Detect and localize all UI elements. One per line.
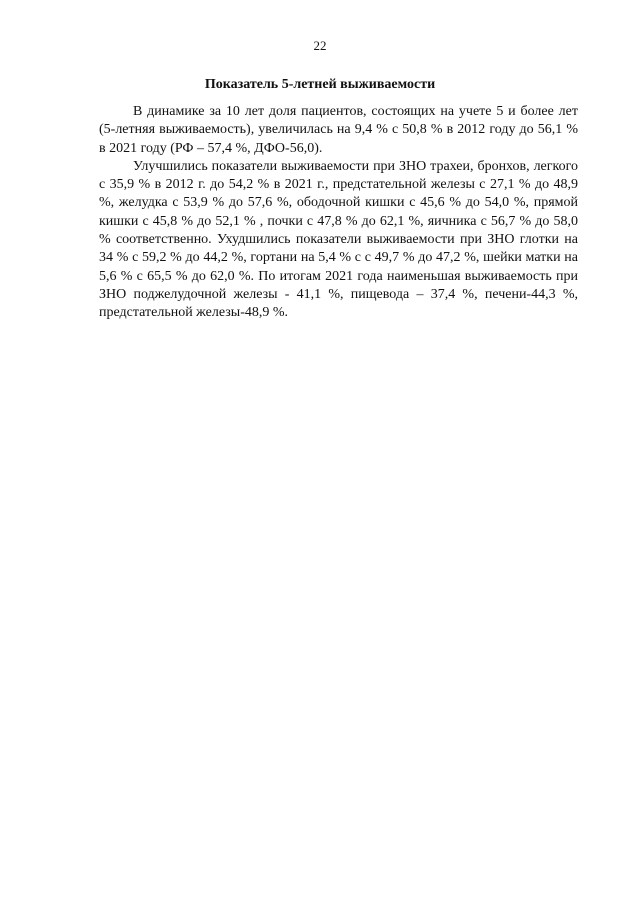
- paragraph-five-year-survival-dynamics: В динамике за 10 лет доля пациентов, состоящих на учете 5 и более лет (5-летняя выживаемость), увеличилась на 9,4 % с 50,8 % в 2012 году до 56,1 % в 2021 году (РФ – 57,4 %, ДФО-56,0).: [99, 104, 578, 156]
- page-number: 22: [313, 38, 327, 53]
- body-text: [99, 103, 578, 323]
- section-heading: Показатель 5-летней выживаемости: [204, 77, 436, 92]
- paragraph-survival-by-site: Улучшились показатели выживаемости при ЗНО трахеи, бронхов, легкого с 35,9 % в 2012 г. до 54,2 % в 2021 г., предстательной железы с 27,1 % до 48,9 %, желудка с 53,9 % до 57,6 %, ободочной кишки с 45,6 % до 54,0 %, прямой кишки с 45,8 % до 52,1 % , почки с 47,8 % до 62,1 %, яичника с 56,7 % до 58,0 % соответственно. Ухудшились показатели выживаемости при ЗНО глотки на 34 % с 59,2 % до 44,2 %, гортани на 5,4 % с с 49,7 % до 47,2 %, шейки матки на 5,6 % с 65,5 % до 62,0 %. По итогам 2021 года наименьшая выживаемость при ЗНО поджелудочной железы - 41,1 %, пищевода – 37,4 %, печени-44,3 %, предстательной железы-48,9 %.: [99, 158, 578, 321]
